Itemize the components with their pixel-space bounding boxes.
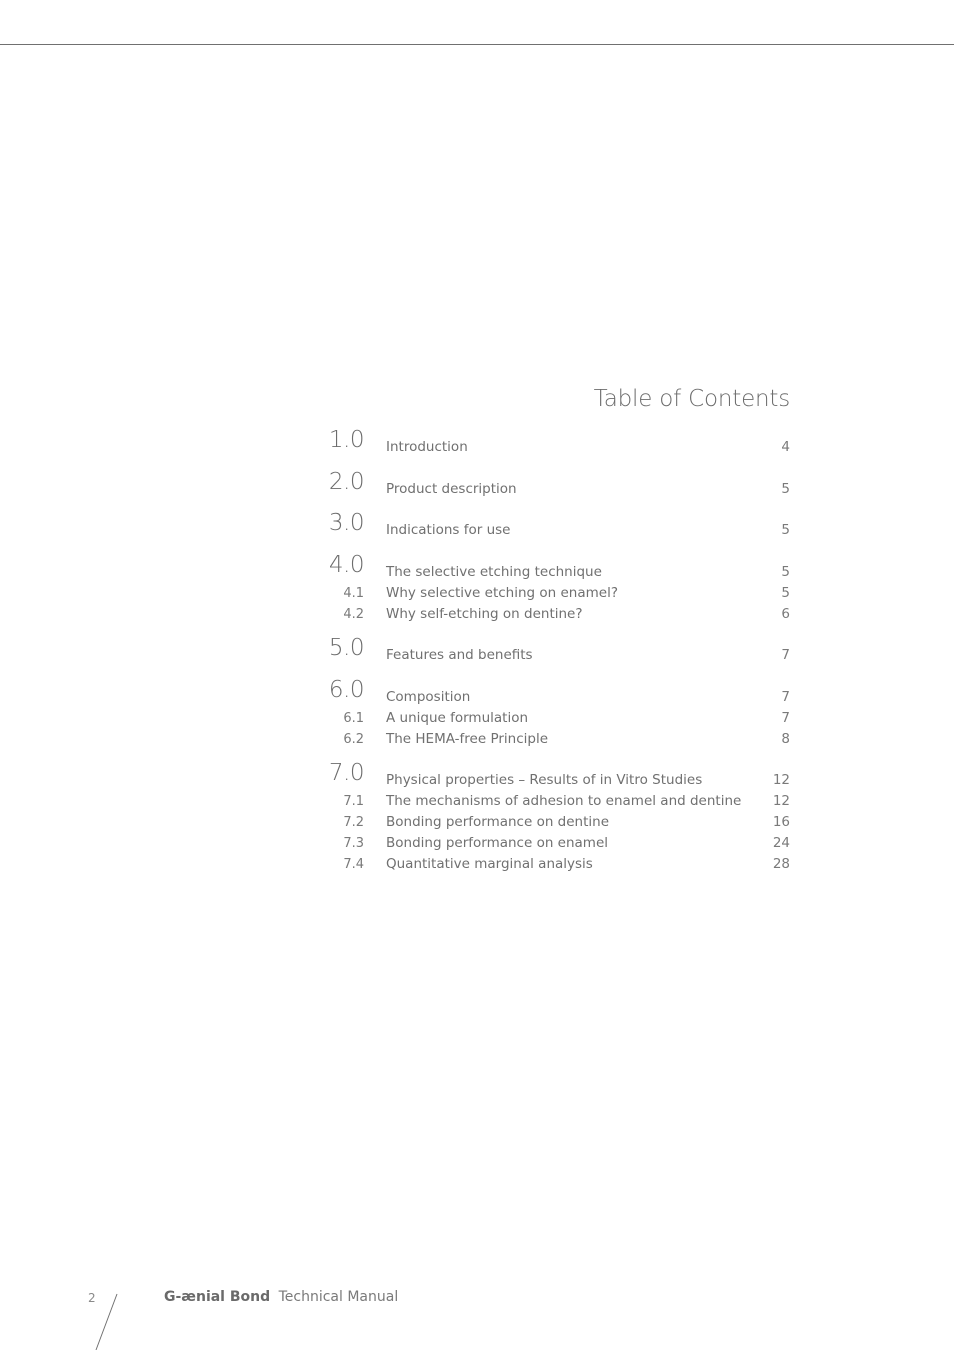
- toc-entry[interactable]: [310, 808, 790, 830]
- toc-entry[interactable]: [310, 635, 790, 663]
- toc-entry-page: 28: [772, 856, 790, 872]
- toc-entry-number: 3.0: [328, 510, 364, 536]
- toc-entry-page: 4: [781, 439, 790, 455]
- toc-entry-title: Why self-etching on dentine?: [386, 606, 583, 622]
- toc-entry-number: 4.1: [343, 586, 364, 601]
- toc-entry[interactable]: [310, 787, 790, 809]
- toc-entry-title: Why selective etching on enamel?: [386, 585, 618, 601]
- toc-entry-title: Indications for use: [386, 522, 511, 538]
- toc-entry-number: 7.4: [343, 857, 364, 872]
- toc-entry[interactable]: [310, 677, 790, 705]
- toc-entry-number: 4.0: [328, 552, 364, 578]
- toc-entry[interactable]: [310, 850, 790, 872]
- toc-entry-page: 12: [772, 772, 790, 788]
- toc-entry-page: 5: [781, 522, 790, 538]
- toc-entry[interactable]: [310, 704, 790, 726]
- toc-entry-number: 7.3: [343, 836, 364, 851]
- toc-entry-page: 5: [781, 564, 790, 580]
- toc-entry[interactable]: [310, 829, 790, 851]
- toc-entry-title: Physical properties – Results of in Vitro Studies: [386, 772, 703, 788]
- toc-entry-page: 7: [781, 647, 790, 663]
- toc-entry-page: 7: [781, 710, 790, 726]
- toc-entry-title: Quantitative marginal analysis: [386, 856, 593, 872]
- toc-entry[interactable]: [310, 579, 790, 601]
- footer-brand-name: G-ænial Bond: [164, 1289, 271, 1305]
- toc-entry-number: 7.1: [343, 794, 364, 809]
- toc-entry-page: 5: [781, 585, 790, 601]
- toc-entry-title: Features and benefits: [386, 647, 533, 663]
- toc-entry-title: The mechanisms of adhesion to enamel and dentine: [386, 793, 742, 809]
- toc-entry-page: 5: [781, 481, 790, 497]
- toc-entry-number: 6.2: [343, 732, 364, 747]
- toc-entry-title: Product description: [386, 481, 517, 497]
- toc-entry-number: 7.2: [343, 815, 364, 830]
- toc-entry[interactable]: [310, 469, 790, 497]
- toc-entry-number: 2.0: [328, 469, 364, 495]
- toc-entry-title: The selective etching technique: [386, 564, 602, 580]
- toc-entry-number: 7.0: [328, 760, 364, 786]
- toc-entry-title: Bonding performance on enamel: [386, 835, 609, 851]
- toc-entry[interactable]: [310, 600, 790, 622]
- toc-entry-page: 8: [781, 731, 790, 747]
- toc-entry[interactable]: [310, 760, 790, 788]
- footer-page-number: 2: [88, 1291, 96, 1305]
- toc-entry[interactable]: [310, 427, 790, 455]
- toc-entry-page: 12: [772, 793, 790, 809]
- toc-entry-page: 24: [772, 835, 790, 851]
- toc-entry-page: 6: [781, 606, 790, 622]
- footer-slash-divider: [92, 1292, 122, 1350]
- toc-entry-title: Introduction: [386, 439, 468, 455]
- toc-title: Table of Contents: [593, 386, 790, 412]
- toc-entry[interactable]: [310, 510, 790, 538]
- footer-document-title: Technical Manual: [278, 1289, 399, 1305]
- toc-entry-number: 6.1: [343, 711, 364, 726]
- toc-entry[interactable]: [310, 725, 790, 747]
- toc-entry-title: A unique formulation: [386, 710, 529, 726]
- toc-entry-page: 16: [772, 814, 790, 830]
- toc-entry-title: Composition: [386, 689, 471, 705]
- toc-entry-number: 4.2: [343, 607, 364, 622]
- toc-entry-number: 5.0: [328, 635, 364, 661]
- toc-entry-number: 6.0: [328, 677, 364, 703]
- top-rule: [0, 44, 954, 45]
- toc-entry-page: 7: [781, 689, 790, 705]
- footer-title: [164, 1289, 398, 1305]
- toc-entry[interactable]: [310, 552, 790, 580]
- toc-entry-title: Bonding performance on dentine: [386, 814, 610, 830]
- toc-entry-title: The HEMA-free Principle: [386, 731, 549, 747]
- toc-entry-number: 1.0: [328, 427, 364, 453]
